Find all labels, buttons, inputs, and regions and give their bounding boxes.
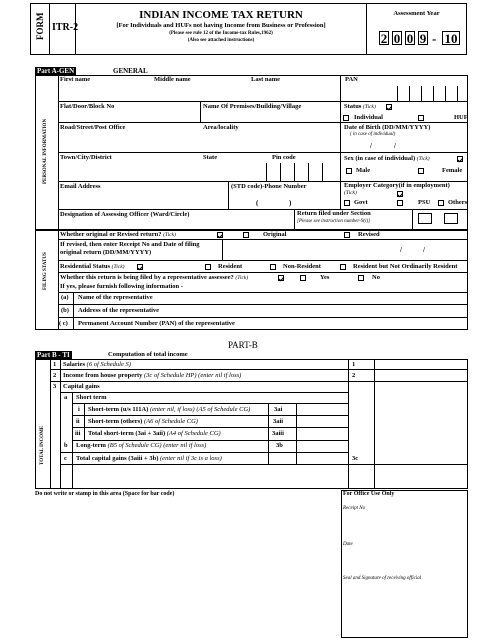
ao-designation-label: Designation of Assessing Officer (Ward/Circle) <box>60 211 190 218</box>
rep-info-label: If yes, please furnish following information - <box>60 283 183 290</box>
area-label: Area/locality <box>203 124 239 131</box>
flat-door-label: Flat/Door/Block No <box>60 103 115 110</box>
resident-label: Resident <box>218 263 243 270</box>
residential-tick-checkbox[interactable] <box>137 264 143 270</box>
sex-tick-checkbox[interactable] <box>457 156 463 162</box>
receipt-label: Receipt No <box>343 506 366 511</box>
male-checkbox[interactable] <box>346 168 352 174</box>
dob-note: ( in case of individual) <box>350 132 396 137</box>
rep-tick-checkbox[interactable] <box>278 275 284 281</box>
rep-name-label: Name of the representative <box>78 294 153 301</box>
first-name-label: First name <box>60 76 91 83</box>
residential-status-label: Residential Status (Tick) <box>60 263 125 270</box>
part-b-header: Part B - TI <box>37 351 70 359</box>
revised-label: Revised <box>358 231 380 238</box>
rnor-label: Resident but Not Ordinarily Resident <box>353 263 458 270</box>
office-use-label: For Office Use Only <box>343 491 395 497</box>
huf-label: HUF <box>454 114 468 121</box>
house-property-index: 2 <box>352 372 356 379</box>
status-tick-checkbox[interactable] <box>386 104 392 110</box>
return-filed-label: Return filed under Section <box>297 210 371 217</box>
personal-info-side-label: PERSONAL INFORMATION <box>43 118 48 184</box>
original-revised-question: Whether original or Revised return? (Tick) <box>60 231 176 238</box>
dob-sep-2: / <box>394 142 396 150</box>
long-term-label: Long-term (B5 of Schedule CG) (enter nil if loss) <box>76 442 207 449</box>
orig-revised-tick-checkbox[interactable] <box>217 232 223 238</box>
receipt-sep-2: / <box>423 246 425 254</box>
year-digit-2: 0 <box>393 31 401 46</box>
house-property-label: Income from house property (3c of Schedule HP) (enter nil if loss) <box>63 372 242 379</box>
total-cg-index: 3c <box>352 455 359 462</box>
year-digit-3: 0 <box>406 31 414 46</box>
row-2-number: 2 <box>53 372 57 379</box>
pan-label: PAN <box>345 76 358 83</box>
total-cg-label: Total capital gains (3aiii + 3b) (enter nil if 3c is a loss) <box>76 455 222 462</box>
huf-checkbox[interactable] <box>418 115 424 121</box>
non-resident-label: Non-Resident <box>283 263 321 270</box>
year-dash: - <box>432 31 437 46</box>
female-label: Female <box>442 167 463 174</box>
return-section-box-1[interactable] <box>418 213 432 224</box>
return-section-box-2[interactable] <box>444 213 458 224</box>
employer-tick-checkbox[interactable] <box>397 191 403 197</box>
rep-row-b-label: (b) <box>61 307 69 314</box>
row-iii-label: iii <box>75 430 81 437</box>
psu-checkbox[interactable] <box>397 200 403 206</box>
others-label: Others <box>448 199 468 206</box>
rep-no-checkbox[interactable] <box>358 275 364 281</box>
town-label: Town/City/District <box>60 154 112 161</box>
rep-yes-label: Yes <box>320 274 330 281</box>
rule-note: (Please see rule 12 of the Income-tax Rules,1962) <box>169 31 273 36</box>
rnor-checkbox[interactable] <box>340 264 346 270</box>
pin-label: Pin code <box>272 154 296 161</box>
others-checkbox[interactable] <box>438 200 444 206</box>
form-label: FORM <box>35 12 45 40</box>
individual-checkbox[interactable] <box>343 115 349 121</box>
rep-no-label: No <box>372 274 380 281</box>
form-code: ITR-2 <box>52 22 79 33</box>
middle-name-label: Middle name <box>154 76 191 83</box>
govt-checkbox[interactable] <box>344 200 350 206</box>
part-a-header: Part A-GEN <box>37 67 75 75</box>
original-checkbox[interactable] <box>243 232 249 238</box>
filing-status-side-label: FILING STATUS <box>43 252 48 290</box>
row-3-number: 3 <box>53 383 57 390</box>
rep-address-label: Address of the representative <box>78 307 160 314</box>
year-digit-4: 9 <box>419 31 427 46</box>
st-111a-label: Short-term (u/s 111A) (enter nil, if loss) (A5 of Schedule CG) <box>88 406 251 413</box>
road-label: Road/Street/Post Office <box>60 124 126 131</box>
row-i-label: i <box>78 406 80 413</box>
phone-paren-open: ( <box>256 199 259 207</box>
office-use-box <box>341 490 468 638</box>
dob-sep-1: / <box>370 142 372 150</box>
short-term-label: Short term <box>76 394 107 401</box>
return-filed-note: [Please see instruction number-9(i)] <box>297 219 371 224</box>
year-digit-1: 2 <box>380 31 388 46</box>
status-label: Status (Tick) <box>344 103 376 110</box>
st-others-label: Short-term (others) (A6 of Schedule CG) <box>88 418 198 425</box>
row-ii-label: ii <box>76 418 80 425</box>
female-checkbox[interactable] <box>418 168 424 174</box>
part-b-title: PART-B <box>228 340 258 350</box>
rep-yes-checkbox[interactable] <box>300 275 306 281</box>
row-1-number: 1 <box>53 361 57 368</box>
govt-label: Govt <box>354 199 368 206</box>
computation-label: Computation of total income <box>108 351 188 358</box>
dob-label: Date of Birth (DD/MM/YYYY) <box>344 124 431 131</box>
year-digit-5: 10 <box>442 31 460 45</box>
last-name-label: Last name <box>251 76 281 83</box>
salaries-label: Salaries (6 of Schedule S) <box>63 361 131 368</box>
page-subtitle: [For Individuals and HUFs not having Income from Business or Profession] <box>116 22 326 29</box>
st-others-index: 3aii <box>273 418 284 425</box>
state-label: State <box>203 154 218 161</box>
male-label: Male <box>356 167 371 174</box>
barcode-note: Do not write or stamp in this area (Space for bar code) <box>35 491 175 497</box>
rep-row-a-label: (a) <box>61 294 69 301</box>
row-b-letter: b <box>64 442 68 449</box>
instructions-note: (Also see attached instructions) <box>187 38 255 43</box>
row-a-letter: a <box>64 394 68 401</box>
phone-paren-close: ) <box>289 199 292 207</box>
date-label: Date <box>343 542 353 547</box>
sex-label: Sex (in case of individual) (Tick) <box>344 155 430 162</box>
premises-label: Name Of Premises/Building/Village <box>203 103 302 110</box>
psu-label: PSU <box>418 199 431 206</box>
employer-category-label: Employer Category(if in employment) (Tick) <box>344 182 450 196</box>
total-income-side-label: TOTAL INCOME <box>40 425 45 465</box>
long-term-index: 3b <box>276 442 283 449</box>
assessment-year-label: Assessment Year <box>393 10 440 17</box>
phone-label: (STD code)-Phone Number <box>231 183 307 190</box>
email-label: Email Address <box>60 183 101 190</box>
representative-question: Whether this return is being filed by a representative assessee? (Tick) <box>60 274 249 281</box>
receipt-sep-1: / <box>400 246 402 254</box>
st-111a-index: 3ai <box>274 406 283 413</box>
revised-receipt-label: If revised, then enter Receipt No and Date of filing original return (DD/MM/YYYY) <box>60 241 200 256</box>
rep-pan-label: Permanent Account Number (PAN) of the representative <box>78 320 235 327</box>
st-total-label: Total short-term (3ai + 3aii) (A4 of Schedule CG) <box>88 430 221 437</box>
salaries-index: 1 <box>352 361 356 368</box>
row-c-letter: c <box>64 455 67 462</box>
seal-label: Seal and Signature of receiving official <box>343 576 422 581</box>
page-title: INDIAN INCOME TAX RETURN <box>139 9 303 21</box>
capital-gains-label: Capital gains <box>63 383 100 390</box>
rep-row-c-label: ( c) <box>59 320 68 327</box>
general-label: GENERAL <box>113 67 148 75</box>
individual-label: Individual <box>354 114 383 121</box>
resident-checkbox[interactable] <box>205 264 211 270</box>
st-total-index: 3aiii <box>272 430 284 437</box>
non-resident-checkbox[interactable] <box>270 264 276 270</box>
original-label: Original <box>263 231 287 238</box>
revised-checkbox[interactable] <box>344 232 350 238</box>
